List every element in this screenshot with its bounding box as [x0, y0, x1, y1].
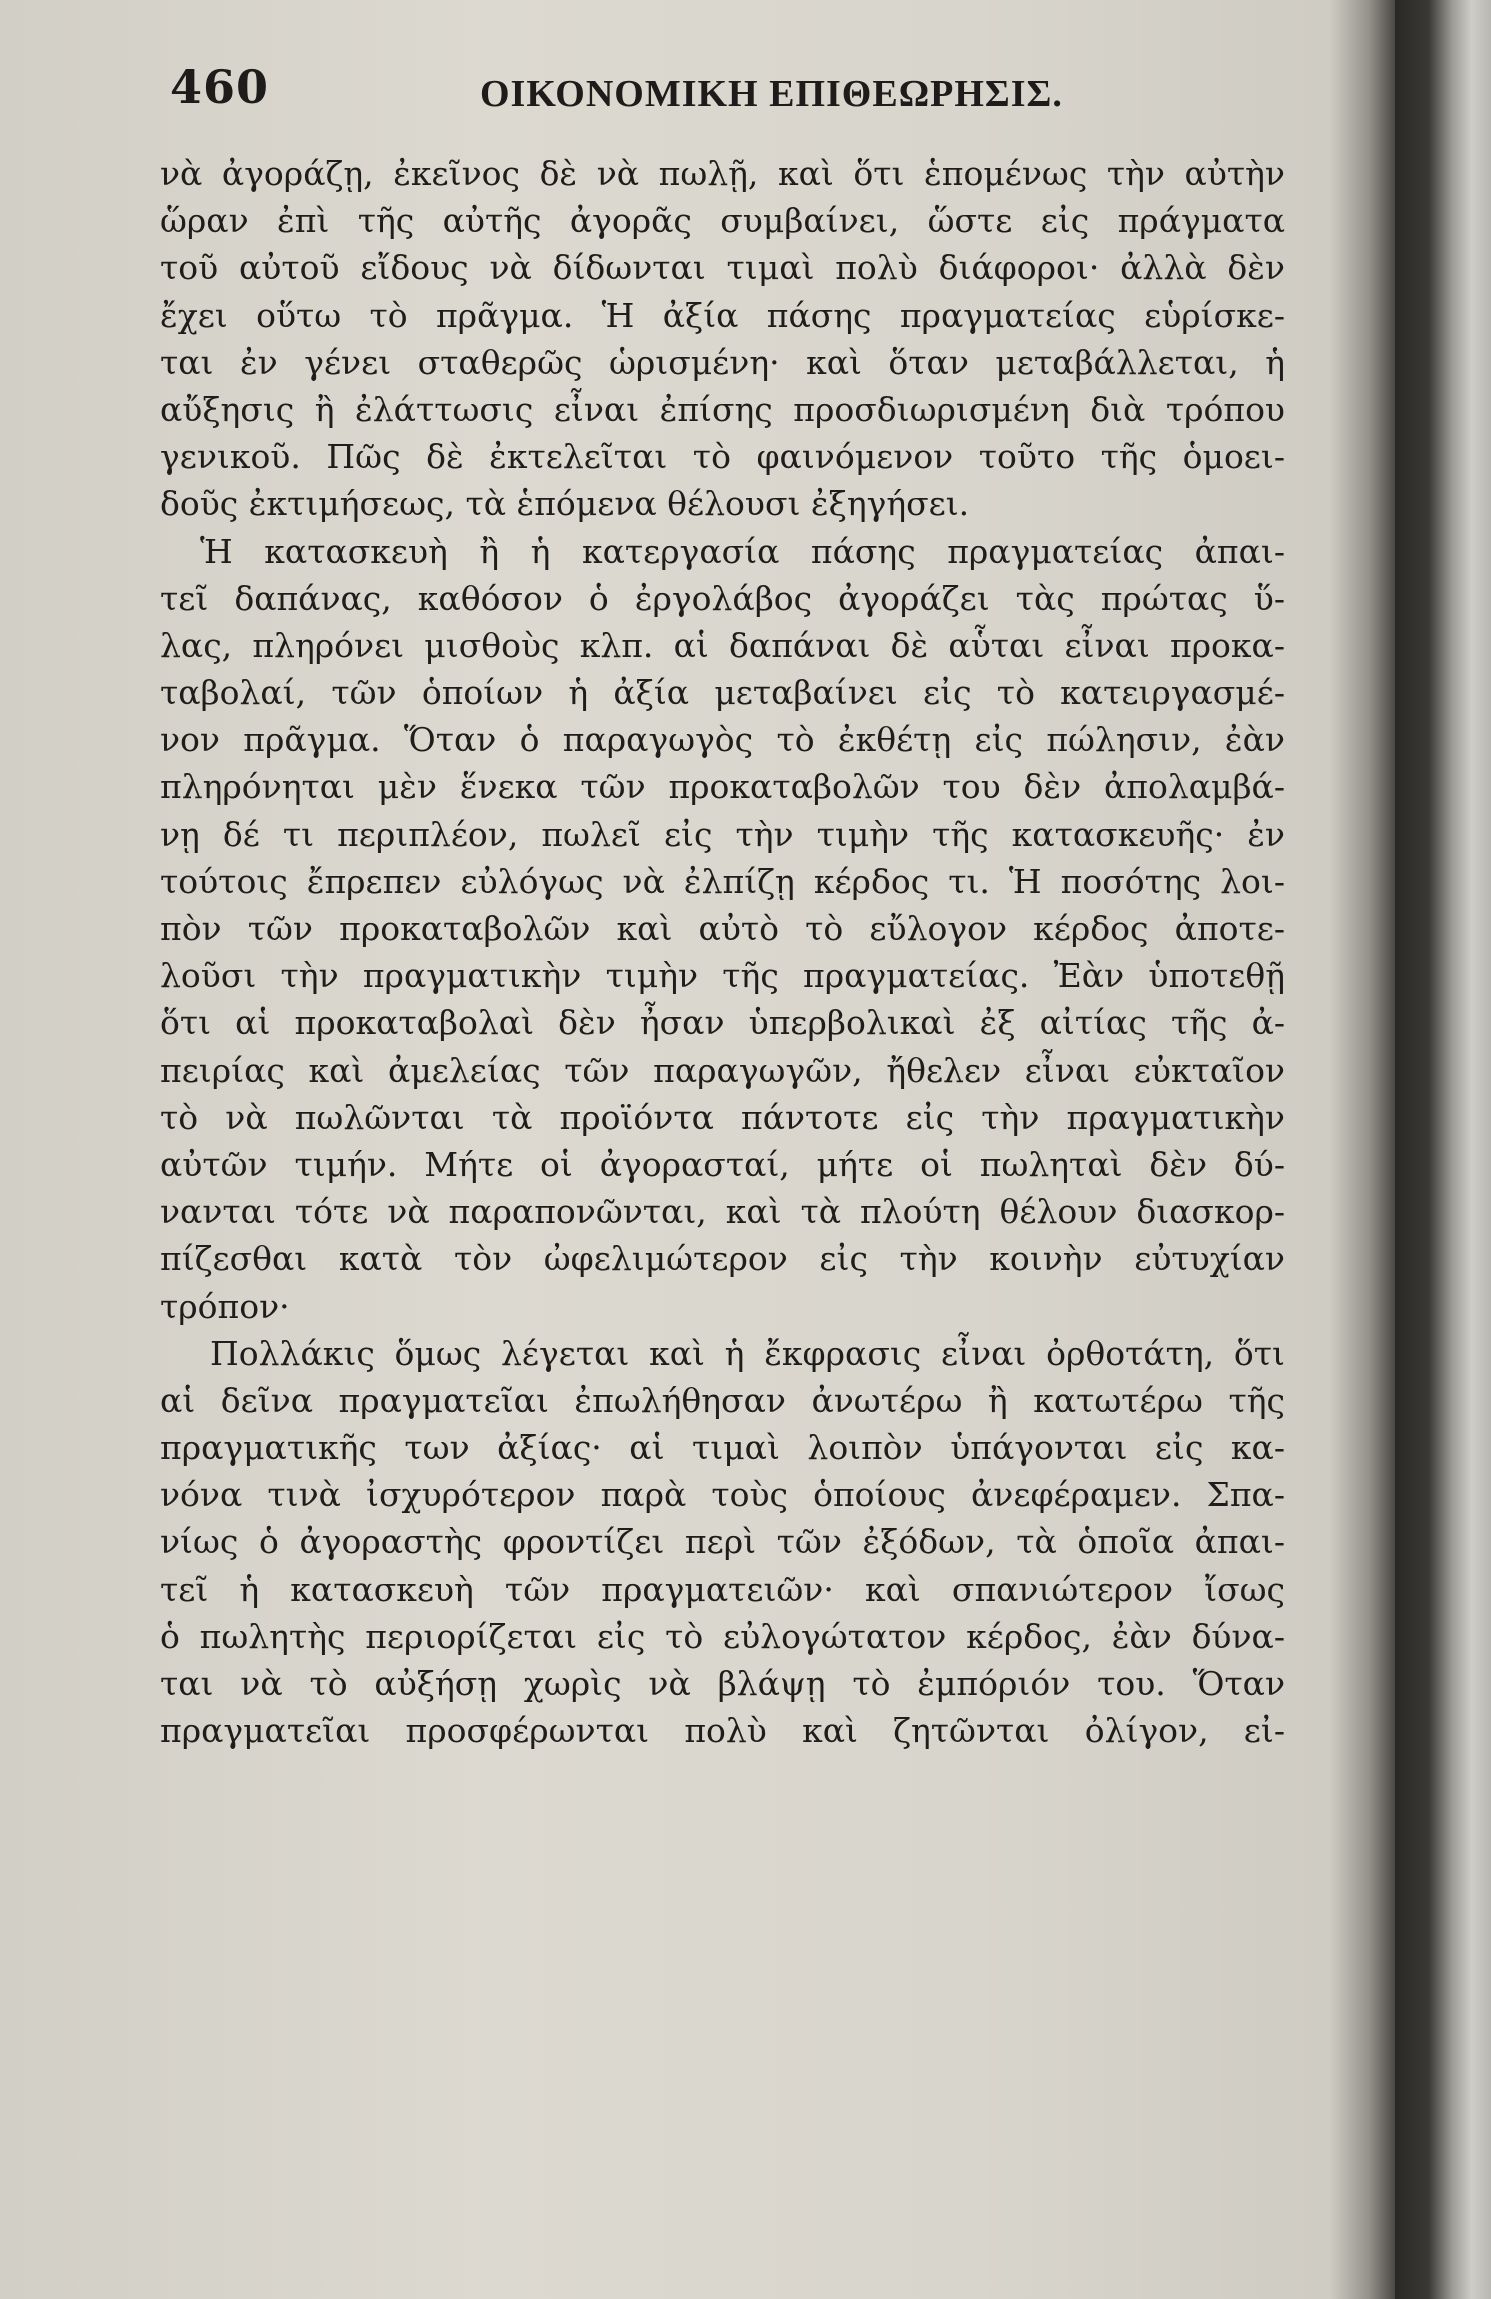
book-spine: [1395, 0, 1491, 2299]
text-line: ταβολαί, τῶν ὁποίων ἡ ἀξία μεταβαίνει εἰς τὸ κατειργασμέ-: [160, 673, 1285, 713]
text-line: πληρόνηται μὲν ἕνεκα τῶν προκαταβολῶν του δὲν ἀπολαμβά-: [160, 767, 1285, 807]
text-line: τοῦ αὐτοῦ εἴδους νὰ δίδωνται τιμαὶ πολὺ διάφοροι· ἀλλὰ δὲν: [160, 248, 1285, 288]
text-line: ὥραν ἐπὶ τῆς αὐτῆς ἀγορᾶς συμβαίνει, ὥστε εἰς πράγματα: [160, 201, 1285, 241]
text-line: ται ἐν γένει σταθερῶς ὡρισμένη· καὶ ὅταν μεταβάλλεται, ἡ: [160, 342, 1285, 382]
text-line: τεῖ ἡ κατασκευὴ τῶν πραγματειῶν· καὶ σπανιώτερον ἴσως: [160, 1569, 1285, 1609]
text-line: νίως ὁ ἀγοραστὴς φροντίζει περὶ τῶν ἐξόδων, τὰ ὁποῖα ἀπαι-: [160, 1522, 1285, 1562]
text-line: τούτοις ἔπρεπεν εὐλόγως νὰ ἐλπίζῃ κέρδος τι. Ἡ ποσότης λοι-: [160, 861, 1285, 901]
page-header: [160, 60, 1280, 140]
text-line: ὅτι αἱ προκαταβολαὶ δὲν ἦσαν ὑπερβολικαὶ ἐξ αἰτίας τῆς ἀ-: [160, 1003, 1285, 1043]
text-line: νὰ ἀγοράζῃ, ἐκεῖνος δὲ νὰ πωλῇ, καὶ ὅτι ἑπομένως τὴν αὐτὴν: [160, 154, 1285, 193]
text-line: πραγματικῆς των ἀξίας· αἱ τιμαὶ λοιπὸν ὑπάγονται εἰς κα-: [160, 1428, 1285, 1468]
text-line: νον πρᾶγμα. Ὅταν ὁ παραγωγὸς τὸ ἐκθέτῃ εἰς πώλησιν, ἐὰν: [160, 720, 1285, 760]
text-line: νανται τότε νὰ παραπονῶνται, καὶ τὰ πλούτη θέλουν διασκορ-: [160, 1192, 1285, 1232]
text-line: τεῖ δαπάνας, καθόσον ὁ ἐργολάβος ἀγοράζει τὰς πρώτας ὕ-: [160, 578, 1285, 618]
paragraph-start-line: Πολλάκις ὅμως λέγεται καὶ ἡ ἔκφρασις εἶναι ὀρθοτάτη, ὅτι: [210, 1333, 1285, 1373]
text-line: πειρίας καὶ ἀμελείας τῶν παραγωγῶν, ἤθελεν εἶναι εὐκταῖον: [160, 1050, 1285, 1090]
text-line: λοῦσι τὴν πραγματικὴν τιμὴν τῆς πραγματείας. Ἐὰν ὑποτεθῇ: [160, 956, 1285, 996]
text-line: πὸν τῶν προκαταβολῶν καὶ αὐτὸ τὸ εὔλογον κέρδος ἀποτε-: [160, 909, 1285, 948]
text-line: αὔξησις ἢ ἐλάττωσις εἶναι ἐπίσης προσδιωρισμένη διὰ τρόπου: [160, 389, 1285, 429]
text-line: ὁ πωλητὴς περιορίζεται εἰς τὸ εὐλογώτατον κέρδος, ἐὰν δύνα-: [160, 1616, 1285, 1656]
running-title: ΟΙΚΟΝΟΜΙΚΗ ΕΠΙΘΕΩΡΗΣΙΣ.: [480, 73, 1063, 115]
text-line: τρόπον·: [160, 1286, 290, 1326]
text-line: αἱ δεῖνα πραγματεῖαι ἐπωλήθησαν ἀνωτέρω ἢ κατωτέρω τῆς: [160, 1380, 1285, 1420]
text-line: πίζεσθαι κατὰ τὸν ὠφελιμώτερον εἰς τὴν κοινὴν εὐτυχίαν: [160, 1239, 1285, 1279]
body-text: [160, 150, 1285, 1754]
gutter-shadow: [1330, 0, 1395, 2299]
page-number: 460: [170, 60, 270, 114]
text-line: νῃ δέ τι περιπλέον, πωλεῖ εἰς τὴν τιμὴν τῆς κατασκευῆς· ἐν: [160, 814, 1285, 854]
text-line: νόνα τινὰ ἰσχυρότερον παρὰ τοὺς ὁποίους ἀνεφέραμεν. Σπα-: [160, 1475, 1285, 1515]
paragraph-start-line: Ἡ κατασκευὴ ἢ ἡ κατεργασία πάσης πραγματείας ἀπαι-: [200, 531, 1285, 571]
text-line: δοῦς ἐκτιμήσεως, τὰ ἑπόμενα θέλουσι ἐξηγήσει.: [160, 484, 970, 524]
text-line: λας, πληρόνει μισθοὺς κλπ. αἱ δαπάναι δὲ αὗται εἶναι προκα-: [160, 625, 1285, 665]
text-line: ἔχει οὕτω τὸ πρᾶγμα. Ἡ ἀξία πάσης πραγματείας εὑρίσκε-: [160, 295, 1285, 335]
text-line: τὸ νὰ πωλῶνται τὰ προϊόντα πάντοτε εἰς τὴν πραγματικὴν: [160, 1097, 1285, 1137]
text-line: πραγματεῖαι προσφέρωνται πολὺ καὶ ζητῶνται ὀλίγον, εἰ-: [160, 1711, 1285, 1751]
text-line: ται νὰ τὸ αὐξήσῃ χωρὶς νὰ βλάψῃ τὸ ἐμπόριόν του. Ὅταν: [160, 1664, 1285, 1703]
text-line: γενικοῦ. Πῶς δὲ ἐκτελεῖται τὸ φαινόμενον τοῦτο τῆς ὁμοει-: [160, 437, 1285, 477]
text-line: αὐτῶν τιμήν. Μήτε οἱ ἀγορασταί, μήτε οἱ πωληταὶ δὲν δύ-: [160, 1144, 1285, 1184]
